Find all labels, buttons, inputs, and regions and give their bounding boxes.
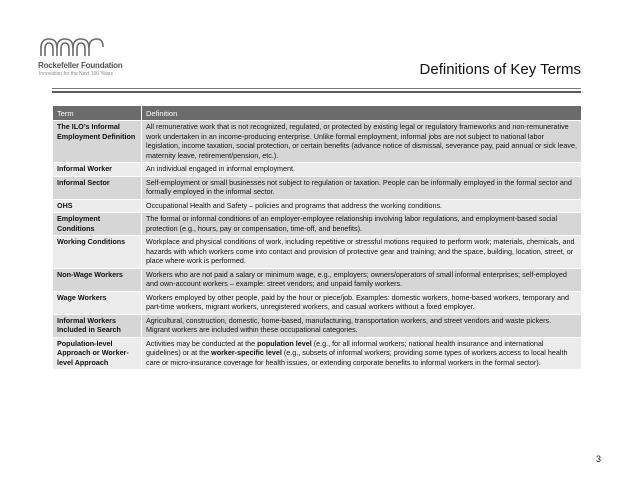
- table-row: [53, 121, 582, 163]
- title-rule-thick: [52, 91, 581, 93]
- term-cell: Working Conditions: [53, 236, 142, 269]
- definition-cell: Occupational Health and Safety – policies and programs that address the working conditions.: [142, 199, 582, 213]
- term-cell: The ILO’s Informal Employment Definition: [53, 121, 142, 163]
- table-row: [53, 291, 582, 314]
- definition-cell: Workers who are not paid a salary or minimum wage, e.g., employers; owners/operators of small informal enterprises; self-employed and own-account workers – example: street vendors; and unpaid family workers.: [142, 268, 582, 291]
- definition-cell: An individual engaged in informal employment.: [142, 163, 582, 177]
- header-definition: Definition: [142, 106, 582, 121]
- table-row: [53, 176, 582, 199]
- definition-text: (e.g., subsets of informal workers; providing some types of workers access to local health care or micro-insurance coverage for health issues, or extending corporate benefits to informal workers in the formal sector).: [146, 348, 568, 367]
- page-title: Definitions of Key Terms: [419, 61, 581, 78]
- logo-name: Rockefeller Foundation: [38, 61, 123, 70]
- table-row: [53, 163, 582, 177]
- definition-cell: Workplace and physical conditions of work, including repetitive or stressful motions required to perform work; materials, chemicals, and hazards with which workers come into contact and provision of protective gear and training; and the space, building, location, street, or place where work is performed.: [142, 236, 582, 269]
- definition-cell: Workers employed by other people, paid by the hour or piece/job. Examples: domestic workers, home-based workers, temporary and part-time workers, migrant workers, unregistered workers, and casual workers without a fixed employer.: [142, 291, 582, 314]
- definition-cell: The formal or informal conditions of an employer-employee relationship involving labor regulations, and employment-based social protection (e.g., hours, pay or compensation, time-off, and benefits).: [142, 213, 582, 236]
- definitions-table: [52, 105, 582, 370]
- table-row: [53, 314, 582, 337]
- term-cell: OHS: [53, 199, 142, 213]
- definition-text: (e.g., for all informal workers; national health insurance and international guidelines) or at the: [146, 338, 544, 357]
- logo-arches-icon: [38, 36, 104, 58]
- term-cell: Employment Conditions: [53, 213, 142, 236]
- term-cell: Informal Sector: [53, 176, 142, 199]
- term-cell: Informal Workers Included in Search: [53, 314, 142, 337]
- table-row: [53, 236, 582, 269]
- logo-tagline: Innovation for the Next 100 Years: [39, 71, 113, 77]
- term-cell: Wage Workers: [53, 291, 142, 314]
- term-cell: Non-Wage Workers: [53, 268, 142, 291]
- definition-emphasis: worker-specific level: [211, 348, 282, 357]
- term-cell: Population-level Approach or Worker-level Approach: [53, 337, 142, 370]
- title-rule: [52, 88, 581, 89]
- table-header-row: [53, 106, 582, 121]
- term-cell: Informal Worker: [53, 163, 142, 177]
- definition-text: Activities may be conducted at the: [146, 338, 258, 348]
- table-row: [53, 199, 582, 213]
- definition-cell: All remunerative work that is not recognized, regulated, or protected by existing legal or regulatory frameworks and non-remunerative work undertaken in an income-producing enterprise. Unlike formal employment, informal jobs are not subject to national labor legislation, income taxation, social protection, or certain benefits (advance notice of dismissal, severance pay, paid annual or sick leave, maternity leave, retirement/pension, etc.).: [142, 121, 582, 163]
- table-row: [53, 337, 582, 370]
- definition-emphasis: population level: [257, 338, 312, 348]
- page-number: 3: [595, 454, 601, 464]
- header-term: Term: [53, 106, 142, 121]
- definition-cell: Agricultural, construction, domestic, home-based, manufacturing, transportation workers, and street vendors and waste pickers. Migrant workers are included within these occupational categories.: [142, 314, 582, 337]
- definition-cell: [142, 337, 582, 370]
- table-row: [53, 213, 582, 236]
- definition-cell: Self-employment or small businesses not subject to regulation or taxation. People can be informally employed in the formal sector and formally employed in the informal sector.: [142, 176, 582, 199]
- rockefeller-logo: [38, 36, 148, 80]
- table-row: [53, 268, 582, 291]
